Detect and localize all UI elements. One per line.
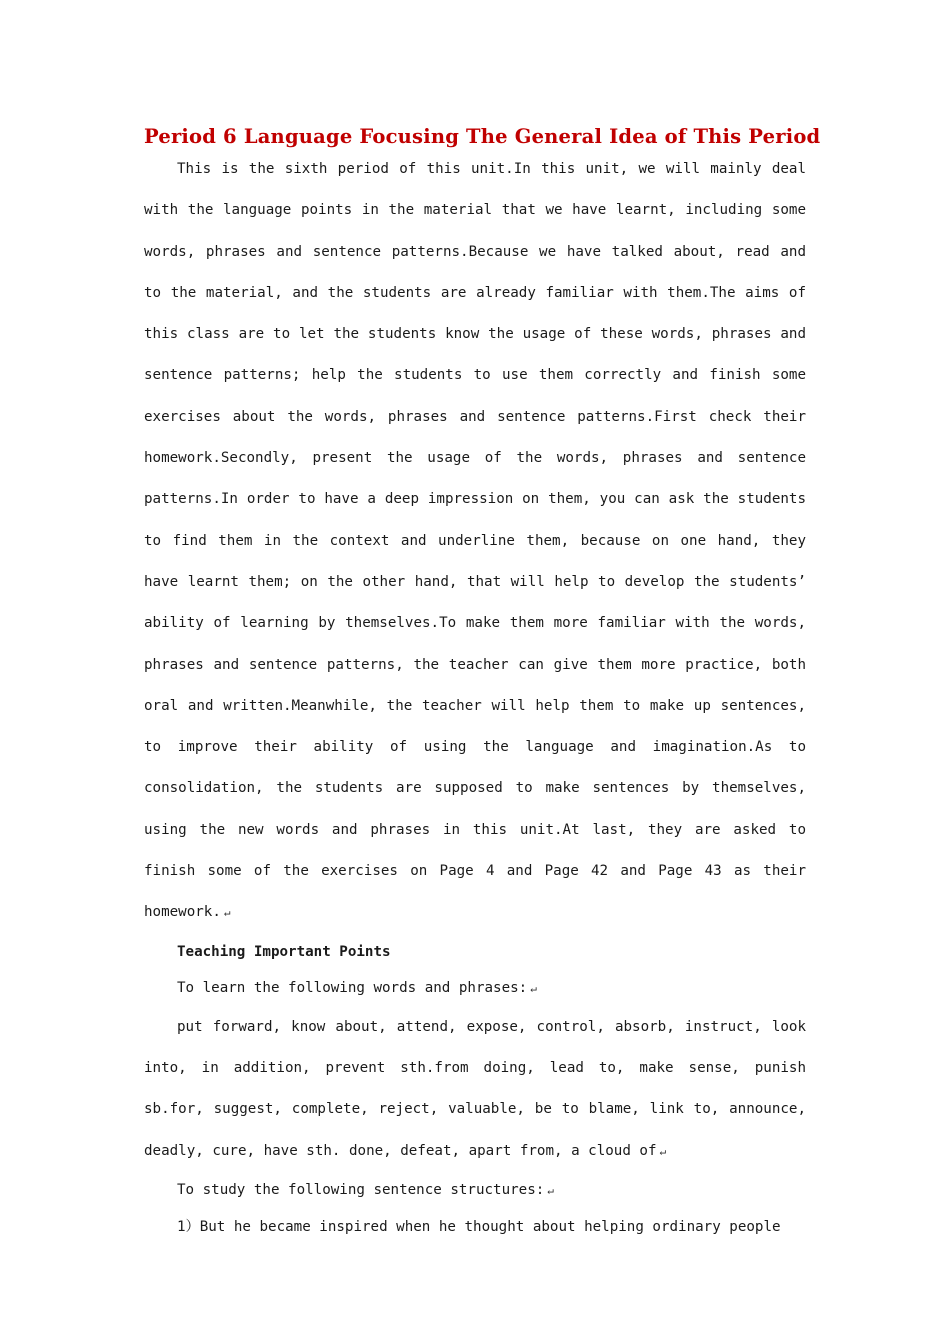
structure-item-1: 1）But he became inspired when he thought about helping ordinary people: [177, 1218, 781, 1235]
document-title: Period 6 Language Focusing The General Idea of This Period: [144, 125, 821, 148]
words-list-text: put forward, know about, attend, expose, control, absorb, instruct, look into, in addition, prevent sth.from doing, lead to, make sense, punish sb.for, suggest, complete, reject, valuable, be to blame, link to, announce, deadly, cure, have sth. done, defeat, apart from, a cloud of: [144, 1018, 806, 1159]
intro-paragraph-text: This is the sixth period of this unit.In this unit, we will mainly deal with the language points in the material that we have learnt, including some words, phrases and sentence patterns.Because we have talked about, read and to the material, and the students are already familiar with them.The aims of this class are to let the students know the usage of these words, phrases and sentence patterns; help the students to use them correctly and finish some exercises about the words, phrases and sentence patterns.First check their homework.Secondly, present the usage of the words, phrases and sentence patterns.In order to have a deep impression on them, you can ask the students to find them in the context and underline them, because on one hand, they have learnt them; on the other hand, that will help to develop the students’ ability of learning by themselves.To make them more familiar with the words, phrases and sentence patterns, the teacher can give them more practice, both oral and written.Meanwhile, the teacher will help them to make up sentences, to improve their ability of using the language and imagination.As to consolidation, the students are supposed to make sentences by themselves, using the new words and phrases in this unit.At last, they are asked to finish some of the exercises on Page 4 and Page 42 and Page 43 as their homework.: [144, 161, 806, 921]
intro-paragraph: [144, 149, 806, 934]
words-intro-text: To learn the following words and phrases:: [177, 979, 528, 996]
words-intro-line: [144, 970, 806, 1007]
structures-intro-line: [144, 1172, 806, 1209]
structures-intro-text: To study the following sentence structures:: [177, 1181, 545, 1198]
words-list-paragraph: [144, 1007, 806, 1172]
document-page: [144, 122, 821, 1245]
section-heading: Teaching Important Points: [177, 943, 391, 960]
line-end-mark-icon: ↵: [659, 1144, 667, 1158]
paragraph-mark-icon: ↵: [223, 906, 231, 920]
line-end-mark-icon: ↵: [547, 1183, 554, 1197]
line-end-mark-icon: ↵: [530, 981, 537, 995]
